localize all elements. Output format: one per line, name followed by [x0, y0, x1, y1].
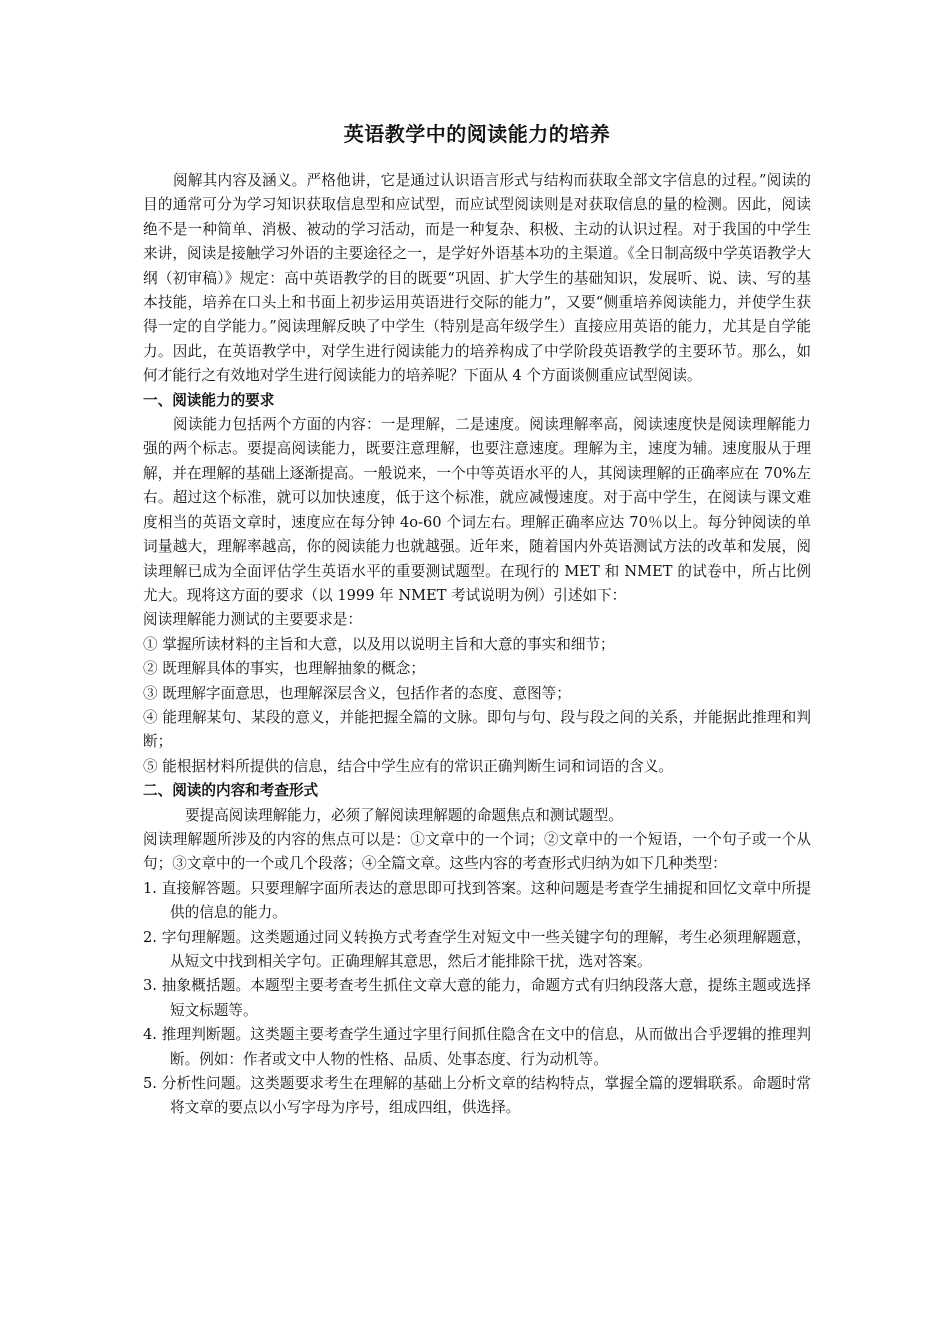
requirement-item-1: ① 掌握所读材料的主旨和大意，以及用以说明主旨和大意的事实和细节；	[143, 635, 615, 653]
question-type-3: 3. 抽象概括题。本题型主要考查考生抓住文章大意的能力，命题方式有归纳段落大意，提练主题或选择短文标题等。	[143, 977, 811, 1019]
requirement-item-3: ③ 既理解字面意思，也理解深层含义，包括作者的态度、意图等；	[143, 684, 571, 702]
document-page	[143, 118, 811, 1121]
section1-paragraph: 阅读能力包括两个方面的内容：一是理解，二是速度。阅读理解率高，阅读速度快是阅读理解能力强的两个标志。要提高阅读能力，既要注意理解，也要注意速度。理解为主，速度为辅。速度服从于理解，并在理解的基础上逐渐提高。一般说来，一个中等英语水平的人，其阅读理解的正确率应在 70%左右。超过这个标准，就可以加快速度，低于这个标准，就应减慢速度。对于高中学生，在阅读与课文难度相当的英语文章时，速度应在每分钟 4o-60 个词左右。理解正确率应达 70％以上。每分钟阅读的单词量越大，理解率越高，你的阅读能力也就越强。近年来，随着国内外英语测试方法的改革和发展，阅读理解已成为全面评估学生英语水平的重要测试题型。在现行的 MET 和 NMET 的试卷中，所占比例尤大。现将这方面的要求（以 1999 年 NMET 考试说明为例）引述如下：	[143, 416, 811, 604]
section-heading-2: 二、阅读的内容和考查形式	[143, 782, 319, 800]
section1-list-intro: 阅读理解能力测试的主要要求是：	[143, 611, 362, 629]
requirement-item-5: ⑤ 能根据材料所提供的信息，结合中学生应有的常识正确判断生词和词语的含义。	[143, 757, 674, 775]
section-heading-1: 一、阅读能力的要求	[143, 391, 275, 409]
intro-paragraph: 阅解其内容及涵义。严格他讲，它是通过认识语言形式与结构而获取全部文字信息的过程。”阅读的目的通常可分为学习知识获取信息型和应试型，而应试型阅读则是对获取信息的量的检测。因此，阅读绝不是一种简单、消极、被动的学习活动，而是一种复杂、积极、主动的认识过程。对于我国的中学生来讲，阅读是接触学习外语的主要途径之一，是学好外语基本功的主渠道。《全日制高级中学英语教学大纲（初审稿）》规定：高中英语教学的目的既要“巩固、扩大学生的基础知识，发展听、说、读、写的基本技能，培养在口头上和书面上初步运用英语进行交际的能力”，又要“侧重培养阅读能力，并使学生获得一定的自学能力。”阅读理解反映了中学生（特别是高年级学生）直接应用英语的能力，尤其是自学能力。因此，在英语教学中，对学生进行阅读能力的培养构成了中学阶段英语教学的主要环节。那么，如何才能行之有效地对学生进行阅读能力的培养呢？下面从 4 个方面谈侧重应试型阅读。	[143, 172, 811, 385]
section2-paragraph-1: 要提高阅读理解能力，必须了解阅读理解题的命题焦点和测试题型。	[185, 806, 623, 824]
section2-paragraph-2: 阅读理解题所涉及的内容的焦点可以是：①文章中的一个词；②文章中的一个短语，一个句子或一个从句；③文章中的一个或几个段落；④全篇文章。这些内容的考查形式归纳为如下几种类型：	[143, 830, 811, 873]
requirement-item-2: ② 既理解具体的事实，也理解抽象的概念；	[143, 660, 425, 678]
question-type-5: 5. 分析性问题。这类题要求考生在理解的基础上分析文章的结构特点，掌握全篇的逻辑联系。命题时常将文章的要点以小写字母为序号，组成四组，供选择。	[143, 1075, 811, 1117]
question-type-1: 1. 直接解答题。只要理解字面所表达的意思即可找到答案。这种问题是考查学生捕捉和回忆文章中所提供的信息的能力。	[143, 879, 811, 922]
requirement-item-4: ④ 能理解某句、某段的意义，并能把握全篇的文脉。即句与句、段与段之间的关系，并能据此推理和判断；	[143, 708, 811, 751]
question-type-4: 4. 推理判断题。这类题主要考查学生通过字里行间抓住隐含在文中的信息，从而做出合乎逻辑的推理判断。例如：作者或文中人物的性格、品质、处事态度、行为动机等。	[143, 1026, 811, 1068]
document-title: 英语教学中的阅读能力的培养	[343, 122, 611, 146]
question-type-2: 2. 字句理解题。这类题通过同义转换方式考查学生对短文中一些关键字句的理解，考生必须理解题意，从短文中找到相关字句。正确理解其意思，然后才能排除干扰，选对答案。	[143, 928, 811, 970]
